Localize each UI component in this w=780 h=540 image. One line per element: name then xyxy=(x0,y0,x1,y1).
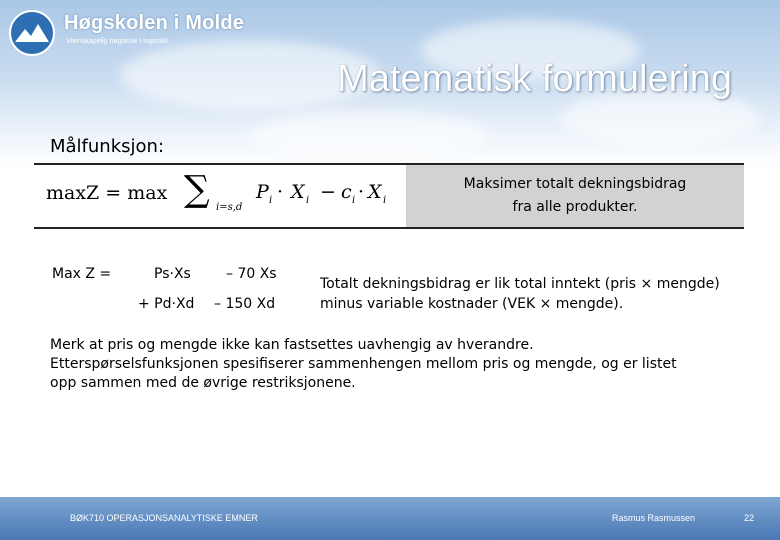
formula-minus: − xyxy=(320,181,336,203)
cost-term-d: – 150 Xd xyxy=(214,296,276,312)
explanation-line: Totalt dekningsbidrag er lik total inntekt (pris × mengde) xyxy=(320,276,720,292)
formula-dot: · xyxy=(277,181,284,203)
objective-formula xyxy=(34,165,406,227)
formula-cost: c xyxy=(341,181,352,203)
description-line: fra alle produkter. xyxy=(512,199,638,215)
formula-max-z: maxZ = max xyxy=(46,182,168,204)
school-tagline: Vitenskapelig høgskole i logistikk xyxy=(66,38,169,45)
max-z-label: Max Z = xyxy=(52,266,112,282)
objective-description xyxy=(406,165,744,227)
objective-function-box xyxy=(34,163,744,229)
objective-label: Målfunksjon: xyxy=(50,136,165,157)
footer-page-number: 22 xyxy=(744,513,755,523)
sum-symbol: ∑ xyxy=(184,169,210,210)
formula-dot: · xyxy=(358,181,365,203)
footer-course: BØK710 OPERASJONSANALYTISKE EMNER xyxy=(70,513,258,523)
formula-subscript: i xyxy=(352,195,356,206)
description-line: Maksimer totalt dekningsbidrag xyxy=(463,176,687,192)
footer-bar xyxy=(0,497,780,540)
formula-price: P xyxy=(256,181,269,203)
footer-author: Rasmus Rasmussen xyxy=(612,513,696,523)
revenue-term-d: + Pd·Xd xyxy=(138,296,195,312)
formula-subscript: i xyxy=(269,195,273,206)
formula-subscript: i xyxy=(306,195,310,206)
formula-quantity: X xyxy=(368,181,382,203)
note-line: opp sammen med de øvrige restriksjonene. xyxy=(50,375,356,391)
note-line: Merk at pris og mengde ikke kan fastsettes uavhengig av hverandre. xyxy=(50,337,534,353)
formula-subscript: i xyxy=(383,195,387,206)
cost-term-s: – 70 Xs xyxy=(226,266,277,282)
school-logo-icon xyxy=(9,10,55,56)
explanation-line: minus variable kostnader (VEK × mengde). xyxy=(320,296,624,312)
slide-title: Matematisk formulering xyxy=(337,58,732,100)
note-line: Etterspørselsfunksjonen spesifiserer sammenhengen mellom pris og mengde, og er listet xyxy=(50,356,677,372)
sum-index: i=s,d xyxy=(216,202,243,213)
revenue-term-s: Ps·Xs xyxy=(154,266,191,282)
school-name: Høgskolen i Molde xyxy=(64,12,245,34)
formula-quantity: X xyxy=(291,181,305,203)
note-paragraph xyxy=(50,336,677,393)
